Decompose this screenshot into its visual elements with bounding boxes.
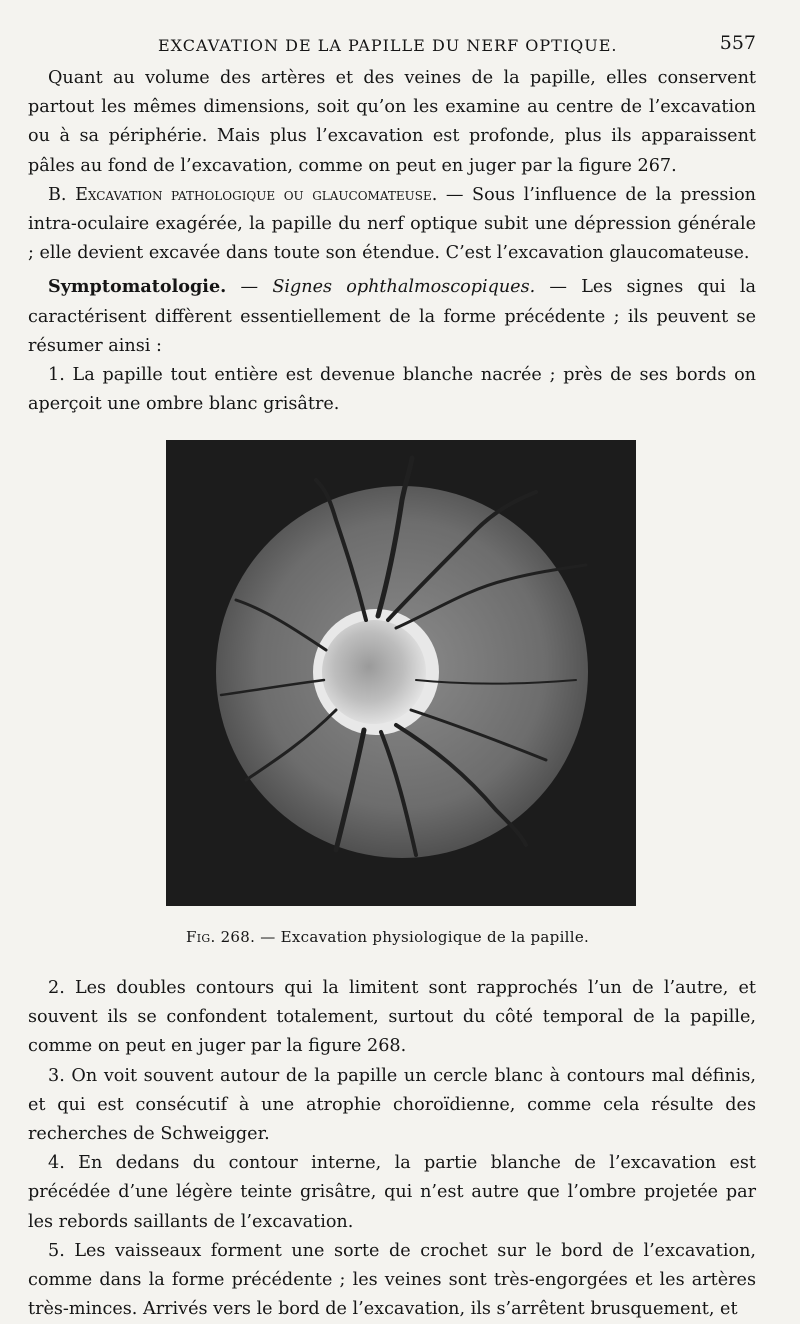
symptoms-text: — Les signes qui la caractérisent diffèrent essentiellement de la forme précédente ; ils peuvent se résumer ainsi :: [28, 277, 756, 356]
paragraph-item-5: 5. Les vaisseaux forment une sorte de crochet sur le bord de l’excavation, comme dans la forme précédente ; les veines sont très-engorgées et les artères très-minces. Arrivés vers le bord de l’excavation, ils s’arrêtent brusquement, et: [28, 1240, 756, 1320]
paragraph-item-2: 2. Les doubles contours qui la limitent sont rapprochés l’un de l’autre, et souvent ils se confondent totalement, surtout du côté temporal de la papille, comme on peut en juger par la figure 268.: [28, 978, 756, 1057]
paragraph-vessels: Quant au volume des artères et des veines de la papille, elles conservent partout les mêmes dimensions, soit qu’on les examine au centre de l’excavation ou à sa périphérie. Mais plus l’excavation est profonde, plus ils apparaissent pâles au fond de l’excavation, comme on peut en juger par la figure 267.: [28, 68, 756, 176]
paragraph-item-3: 3. On voit souvent autour de la papille un cercle blanc à contours mal définis, et qui est consécutif à une atrophie choroïdienne, comme cela résulte des recherches de Schweigger.: [28, 1065, 756, 1145]
paragraph-glaucoma: [28, 181, 756, 269]
optic-disc-excavation: [322, 620, 426, 724]
figure-number: Fig. 268.: [186, 928, 256, 946]
paragraph-item-4: 4. En dedans du contour interne, la partie blanche de l’excavation est précédée d’une légère teinte grisâtre, qui n’est autre que l’ombre projetée par les rebords saillants de l’excavation.: [28, 1153, 756, 1232]
symptoms-heading: Symptomatologie.: [48, 276, 227, 298]
fundus-figure: [166, 440, 636, 906]
page-number: 557: [719, 32, 756, 54]
paragraph-item-1: 1. La papille tout entière est devenue blanche nacrée ; près de ses bords on aperçoit une ombre blanc grisâtre.: [28, 365, 756, 415]
figure-caption-text: — Excavation physiologique de la papille.: [255, 928, 590, 946]
running-header: [40, 32, 756, 58]
bottom-text-block: [28, 974, 756, 1324]
section-heading-b: B. Excavation pathologique ou glaucomateuse.: [48, 184, 438, 205]
fundus-illustration: [166, 440, 636, 906]
symptoms-subheading: — Signes ophthalmoscopiques.: [226, 277, 536, 298]
paragraph-glaucoma-text: — Sous l’influence de la pression intra-oculaire exagérée, la papille du nerf optique subit une dépression générale ; elle devient excavée dans toute son étendue. C’est l’excavation glaucomateuse.: [28, 184, 756, 264]
paragraph-symptoms: [28, 272, 756, 361]
figure-caption: [186, 928, 626, 946]
top-text-block: [28, 64, 756, 419]
running-title: EXCAVATION DE LA PAPILLE DU NERF OPTIQUE.: [158, 36, 618, 55]
